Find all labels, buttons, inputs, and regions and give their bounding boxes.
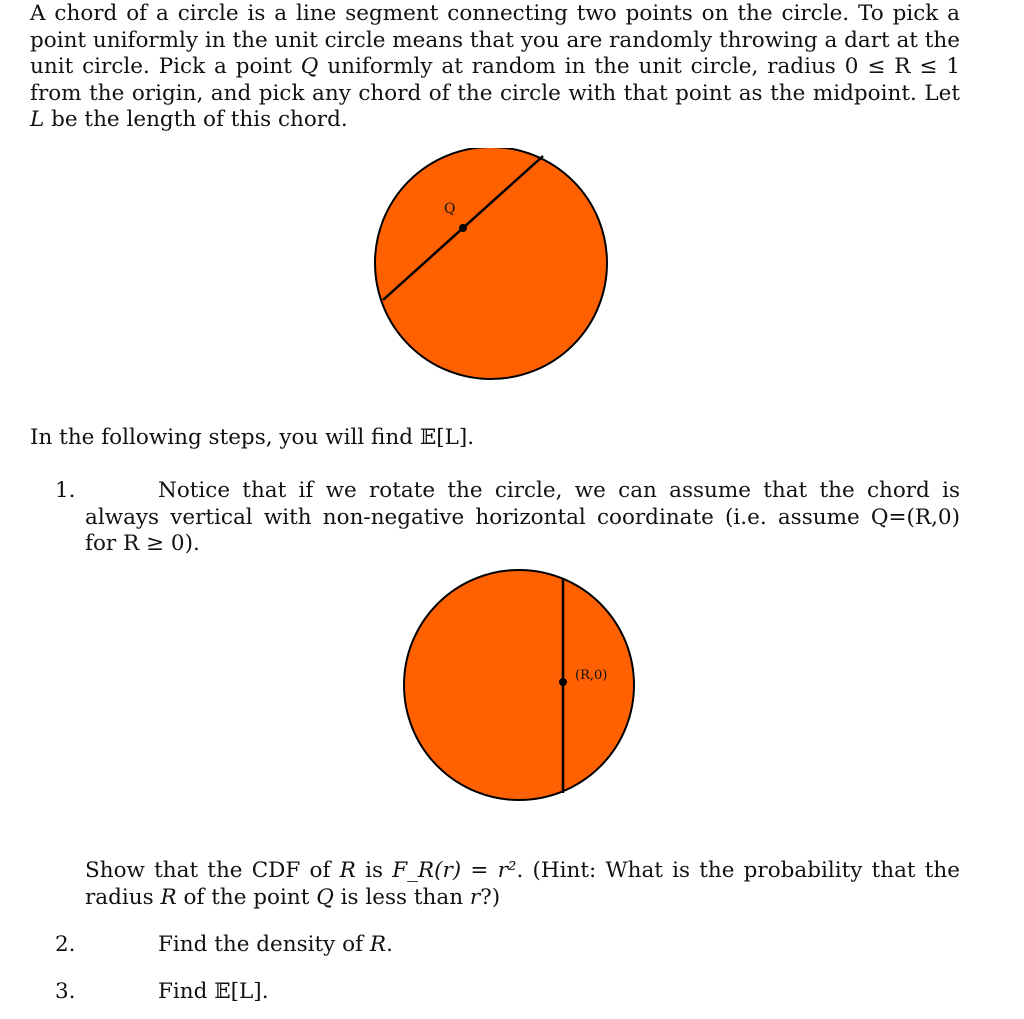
circle-2 <box>404 570 634 800</box>
step-1-number: 1. <box>55 478 76 503</box>
step-2-number: 2. <box>55 932 76 957</box>
step-1-condition: R ≥ 0 <box>123 531 185 556</box>
step-3-number: 3. <box>55 979 76 1004</box>
var-q: Q <box>300 54 319 79</box>
step-2-var-r: R <box>369 932 387 957</box>
steps-intro-text: In the following steps, you will find <box>30 425 420 450</box>
step-1-body: Notice that if we rotate the circle, we can assume that the chord is always vertical with non-negative horizontal coordinate (i.e. assume Q=(R,0) for <box>85 478 960 556</box>
intro-text-1: A chord of a circle is a line segment connecting two points on the circle. To pick a point uniformly in the unit circle means that you are randomly throwing a dart at the unit circle. Pick a point <box>30 1 960 79</box>
cdf-text-3: . (Hint: What is the probability that the radius <box>85 858 960 910</box>
intro-text-3: from the origin, and pick any chord of the circle with that point as the midpoint. Let <box>30 80 960 106</box>
figure-circle-vertical-chord <box>400 567 640 807</box>
midpoint-q <box>459 224 467 232</box>
steps-intro <box>30 425 960 452</box>
intro-text-4: be the length of this chord. <box>44 107 348 132</box>
step-3-text <box>158 979 269 1006</box>
step-3-expected-l: 𝔼[L] <box>214 979 262 1004</box>
circle-1 <box>375 148 607 379</box>
cdf-var-r: R <box>339 858 356 883</box>
cdf-var-r2: R <box>160 884 177 910</box>
radius-inequality: 0 ≤ R ≤ 1 <box>844 54 960 79</box>
cdf-var-q: Q <box>316 884 334 910</box>
intro-paragraph <box>30 1 960 134</box>
expected-l: 𝔼[L] <box>419 425 468 450</box>
point-r0 <box>559 678 567 686</box>
cdf-var-r-small: r <box>469 884 481 910</box>
cdf-text-2: is <box>355 858 393 883</box>
step-1-text <box>85 478 960 558</box>
step-2-end: . <box>386 932 393 957</box>
steps-intro-end: . <box>467 425 475 450</box>
cdf-text-6: ?) <box>480 884 501 910</box>
cdf-paragraph <box>85 858 960 911</box>
cdf-formula: F_R(r) = r² <box>392 858 517 883</box>
step-2-body: Find the density of <box>158 932 370 957</box>
step-2-text <box>158 932 393 959</box>
point-label-r0: (R,0) <box>575 668 608 683</box>
step-3-body: Find <box>158 979 215 1004</box>
point-label-q: Q <box>444 201 456 217</box>
step-1-end: ). <box>184 531 200 556</box>
cdf-text-5: is less than <box>333 884 470 910</box>
cdf-text-1: Show that the CDF of <box>85 858 340 883</box>
step-3-end: . <box>261 979 269 1004</box>
figure-circle-diagonal-chord <box>370 148 615 383</box>
var-l: L <box>30 107 45 132</box>
cdf-text-4: of the point <box>176 884 317 910</box>
intro-text-2: uniformly at random in the unit circle, radius <box>318 54 845 79</box>
